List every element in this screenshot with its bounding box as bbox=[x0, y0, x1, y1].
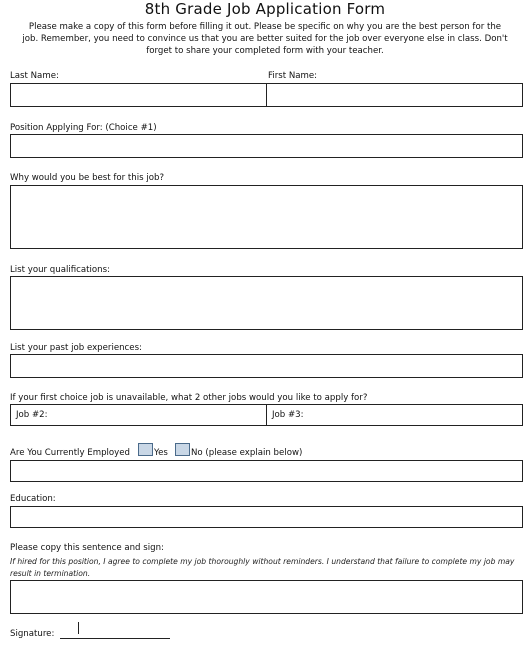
yes-checkbox[interactable] bbox=[138, 443, 153, 456]
no-label: No (please explain below) bbox=[191, 448, 303, 458]
first-name-field[interactable] bbox=[266, 83, 523, 107]
job3-label: Job #3: bbox=[272, 410, 304, 420]
employment-explain-field[interactable] bbox=[10, 460, 523, 482]
job2-label: Job #2: bbox=[16, 410, 48, 420]
employed-label: Are You Currently Employed bbox=[10, 448, 130, 458]
form-instructions: Please make a copy of this form before filling it out. Please be specific on why you are the best person for the job. Remember, you need to convince us that you are better suited for the job over everyone else in class. Don't forget to share your completed form with your teacher. bbox=[22, 22, 508, 56]
position-field[interactable] bbox=[10, 134, 523, 158]
job2-field[interactable] bbox=[10, 404, 267, 426]
other-jobs-label: If your first choice job is unavailable, what 2 other jobs would you like to apply for? bbox=[10, 393, 368, 403]
job3-field[interactable] bbox=[266, 404, 523, 426]
form-title: 8th Grade Job Application Form bbox=[144, 0, 386, 18]
last-name-field[interactable] bbox=[10, 83, 267, 107]
last-name-label: Last Name: bbox=[10, 71, 59, 81]
education-label: Education: bbox=[10, 494, 56, 504]
signature-label: Signature: bbox=[10, 629, 55, 639]
first-name-label: First Name: bbox=[268, 71, 318, 81]
no-checkbox[interactable] bbox=[175, 443, 190, 456]
sentence-copy-field[interactable] bbox=[10, 580, 523, 614]
agreement-sentence: If hired for this position, I agree to complete my job thoroughly without reminders. I understand that failure to complete my job may result in termination. bbox=[10, 557, 515, 578]
education-field[interactable] bbox=[10, 506, 523, 528]
yes-label: Yes bbox=[154, 448, 168, 458]
why-best-field[interactable] bbox=[10, 185, 523, 249]
past-jobs-field[interactable] bbox=[10, 354, 523, 378]
past-jobs-label: List your past job experiences: bbox=[10, 343, 142, 353]
why-best-label: Why would you be best for this job? bbox=[10, 173, 165, 183]
position-label: Position Applying For: (Choice #1) bbox=[10, 123, 157, 133]
signature-line[interactable] bbox=[60, 638, 170, 639]
text-cursor bbox=[78, 622, 79, 634]
qualifications-field[interactable] bbox=[10, 276, 523, 330]
qualifications-label: List your qualifications: bbox=[10, 265, 110, 275]
copy-sentence-label: Please copy this sentence and sign: bbox=[10, 543, 164, 553]
